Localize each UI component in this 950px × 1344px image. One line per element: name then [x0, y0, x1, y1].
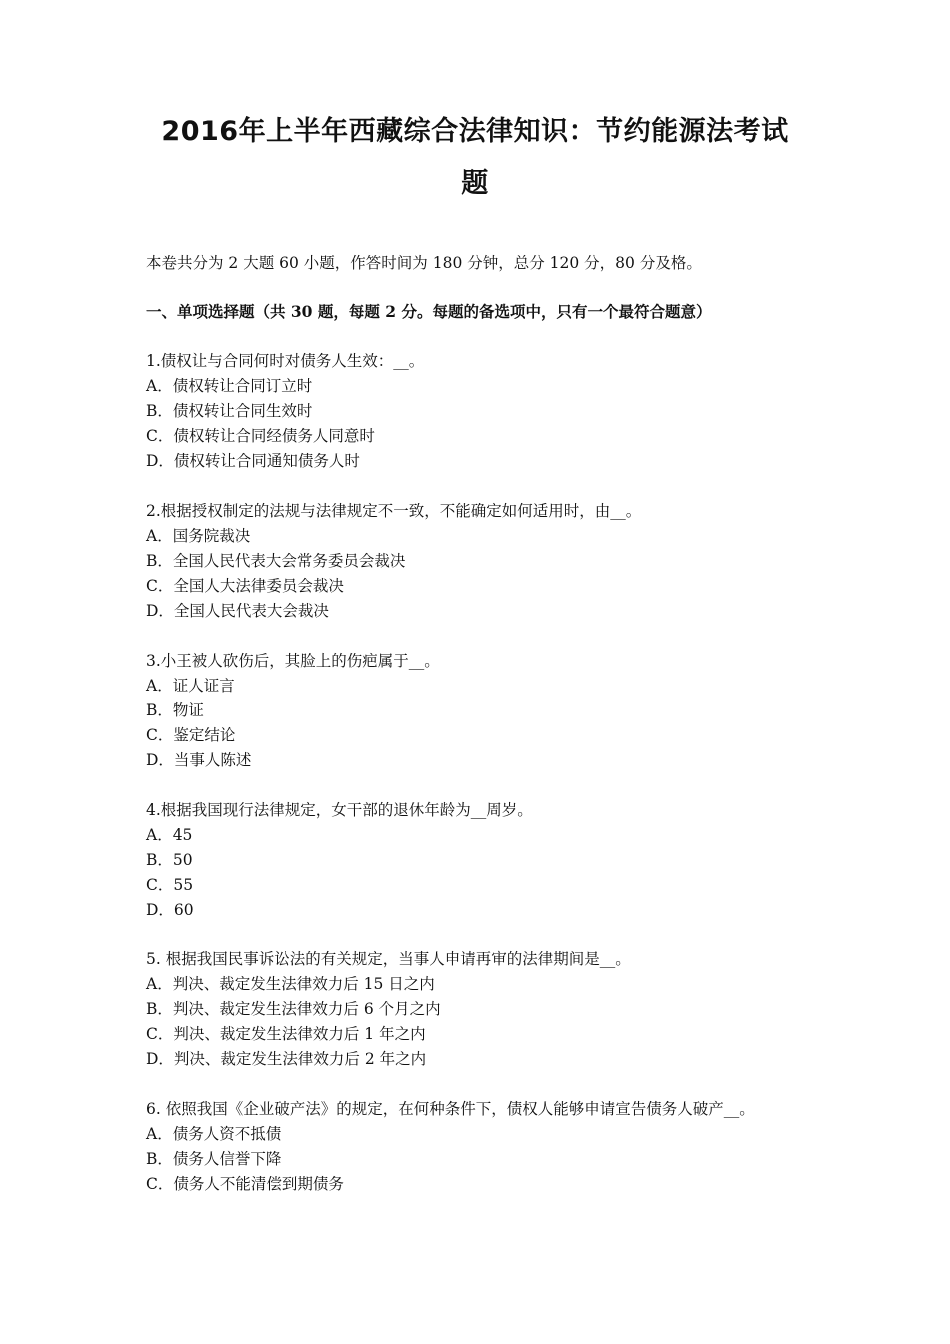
answer-option: D．判决、裁定发生法律效力后 2 年之内 — [146, 1050, 427, 1068]
answer-option: D．当事人陈述 — [146, 751, 252, 769]
answer-option: B．判决、裁定发生法律效力后 6 个月之内 — [146, 1000, 441, 1018]
answer-option: A．证人证言 — [146, 677, 235, 695]
answer-option: D．60 — [146, 901, 194, 919]
title-line-2: 题 — [461, 168, 489, 199]
answer-option: B．债权转让合同生效时 — [146, 402, 313, 420]
question-stem: 1.债权让与合同何时对债务人生效：__。 — [146, 352, 425, 370]
question-stem: 2.根据授权制定的法规与法律规定不一致，不能确定如何适用时，由__。 — [146, 502, 642, 520]
answer-option: C．鉴定结论 — [146, 726, 236, 744]
answer-option: C．债务人不能清偿到期债务 — [146, 1175, 344, 1193]
question-stem: 5. 根据我国民事诉讼法的有关规定，当事人申请再审的法律期间是__。 — [146, 950, 631, 968]
answer-option: D．债权转让合同通知债务人时 — [146, 452, 360, 470]
question-stem: 6. 依照我国《企业破产法》的规定，在何种条件下，债权人能够申请宣告债务人破产__。 — [146, 1100, 755, 1118]
question-stem: 4.根据我国现行法律规定，女干部的退休年龄为__周岁。 — [146, 801, 533, 819]
answer-option: A．债权转让合同订立时 — [146, 377, 313, 395]
answer-option: B．全国人民代表大会常务委员会裁决 — [146, 552, 406, 570]
answer-option: A．45 — [146, 826, 193, 844]
answer-option: D．全国人民代表大会裁决 — [146, 602, 329, 620]
answer-option: C．债权转让合同经债务人同意时 — [146, 427, 375, 445]
answer-option: B．50 — [146, 851, 193, 869]
answer-option: B．债务人信誉下降 — [146, 1150, 282, 1168]
title-line-1: 2016年上半年西藏综合法律知识：节约能源法考试 — [161, 116, 789, 147]
answer-option: C．全国人大法律委员会裁决 — [146, 577, 344, 595]
exam-intro: 本卷共分为 2 大题 60 小题，作答时间为 180 分钟，总分 120 分，80 分及格。 — [146, 254, 702, 272]
question-stem: 3.小王被人砍伤后，其脸上的伤疤属于__。 — [146, 652, 440, 670]
answer-option: C．判决、裁定发生法律效力后 1 年之内 — [146, 1025, 426, 1043]
answer-option: A．国务院裁决 — [146, 527, 251, 545]
answer-option: A．判决、裁定发生法律效力后 15 日之内 — [146, 975, 435, 993]
answer-option: B．物证 — [146, 701, 204, 719]
section-heading: 一、单项选择题（共 30 题，每题 2 分。每题的备选项中，只有一个最符合题意） — [146, 302, 712, 321]
answer-option: A．债务人资不抵债 — [146, 1125, 282, 1143]
page-title — [130, 107, 820, 209]
answer-option: C．55 — [146, 876, 194, 894]
